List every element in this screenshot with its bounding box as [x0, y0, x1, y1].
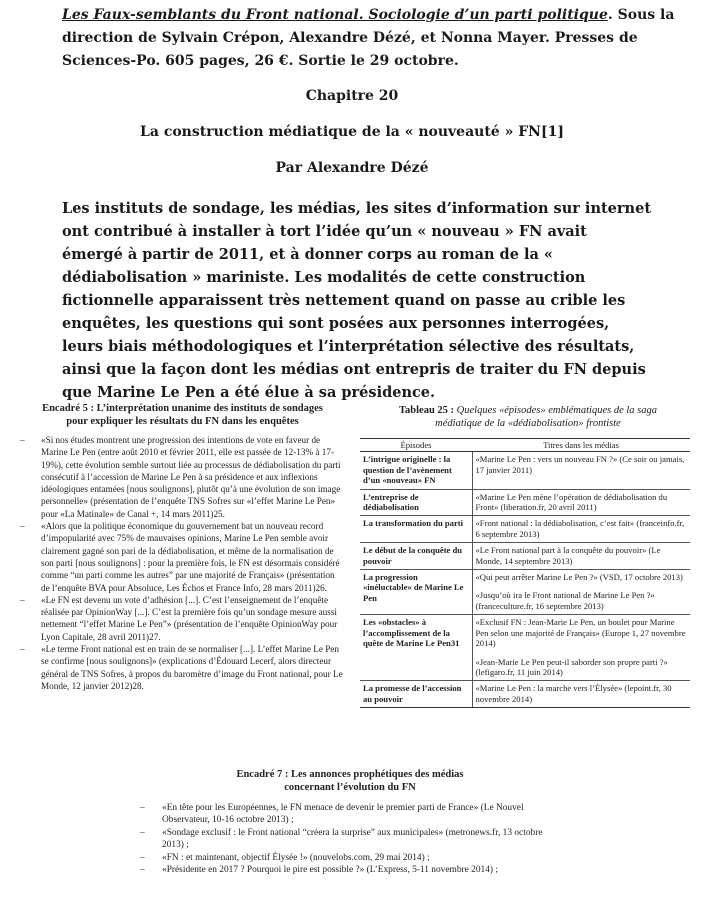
- encadre-5-figure: [20, 402, 345, 692]
- titres-cell: «Le Front national part à la conquête du pouvoir» (Le Monde, 14 septembre 2013): [472, 543, 690, 570]
- chapter-author: Par Alexandre Dézé: [275, 160, 429, 176]
- book-citation: [62, 4, 702, 73]
- titres-cell: «Qui peut arrêter Marine Le Pen ?» (VSD, 17 octobre 2013) «Jusqu’où ira le Front national de Marine Le Pen ?» (franceculture.fr, 16 septembre 2013): [472, 570, 690, 615]
- book-details: . Sous la direction de Sylvain Crépon, Alexandre Dézé, et Nonna Mayer. Presses de Sciences-Po. 605 pages, 26 €. Sortie le 29 octobre.: [62, 7, 675, 69]
- table-row: [360, 681, 690, 708]
- intro-paragraph: Les instituts de sondage, les médias, les sites d’information sur internet ont contribué à installer à tort l’idée qu’un « nouveau » FN avait émergé à partir de 2011, et à donner corps au roman de la « dédiabolisation » mariniste. Les modalités de cette construction fictionnelle apparaissent très nettement quand on passe au crible les enquêtes, les questions qui sont posées aux personnes interrogées, leurs biais méthodologiques et l’interprétation sélective des résultats, ainsi que la façon dont les médias ont entrepris de traiter du FN depuis que Marine Le Pen a été élue à sa présidence.: [62, 200, 652, 401]
- table-row: [360, 615, 690, 681]
- encadre-5-list: [20, 434, 345, 692]
- list-item: – «Alors que la politique économique du gouvernement bat un nouveau record d’impopularité avec 75% de mauvaises opinions, Marine Le Pen semble avoir clairement gagné son pari de la dédiabolisation, et même de la normalisation de son parti [nous soulignons] : pour la première fois, le FN est désormais considéré comme “un parti comme les autres” par une majorité de Français» (présentation de l’enquête BVA pour Absoluce, Les Échos et France Info, 28 mars 2011)26.: [20, 520, 345, 594]
- titres-cell: «Front national : la dédiabolisation, c’est fait» (franceinfo.fr, 6 septembre 2013): [472, 516, 690, 543]
- table-row: [360, 570, 690, 615]
- episode-cell: Le début de la conquête du pouvoir: [360, 543, 472, 570]
- episode-cell: L’intrigue originelle : la question de l’avènement d’un «nouveau» FN: [360, 452, 472, 489]
- episode-cell: La promesse de l’accession au pouvoir: [360, 681, 472, 708]
- titres-cell: «Marine Le Pen : la marche vers l’Élysée» (lepoint.fr, 30 novembre 2014): [472, 681, 690, 708]
- table-row: [360, 489, 690, 516]
- book-title-link[interactable]: Les Faux-semblants du Front national. Sociologie d’un parti politique: [62, 7, 608, 23]
- titres-cell: «Marine Le Pen : vers un nouveau FN ?» (Ce soir ou jamais, 17 janvier 2011): [472, 452, 690, 489]
- table-row: [360, 452, 690, 489]
- titres-cell: «Exclusif FN : Jean-Marie Le Pen, un boulet pour Marine Pen selon une majorité de Français» (Europe 1, 27 novembre 2014) «Jean-Marie Le Pen peut-il saborder son propre parti ?» (lefigaro.fr, 11 juin 2014): [472, 615, 690, 681]
- episode-cell: Les «obstacles» à l’accomplissement de la quête de Marine Le Pen31: [360, 615, 472, 681]
- episode-cell: L’entreprise de dédiabolisation: [360, 489, 472, 516]
- book-reference: [62, 4, 702, 73]
- encadre-7-title: Encadré 7 : Les annonces prophétiques des médias concernant l’évolution du FN: [236, 769, 464, 793]
- chapter-number: Chapitre 20: [305, 88, 399, 104]
- list-item: – «Le FN est devenu un vote d’adhésion [...]. C’est l’enseignement de l’enquête réalisée par OpinionWay [...]. C’est la première fois qu’un sondage mesure aussi nettement “l’effet Marine Le Pen”» (présentation de l’enquête OpinionWay pour Lyon Capitale, 28 avril 2011)27.: [20, 594, 345, 643]
- tableau-25-figure: [358, 404, 698, 708]
- list-item: – «FN : et maintenant, objectif Élysée !» (nouvelobs.com, 29 mai 2014) ;: [140, 852, 560, 864]
- chapter-heading: La construction médiatique de la « nouveauté » FN[1]: [140, 124, 564, 140]
- episodes-table: [360, 438, 690, 708]
- episode-cell: La transformation du parti: [360, 516, 472, 543]
- tableau-25-title: Tableau 25 : Quelques «épisodes» emblématiques de la saga médiatique de la «dédiabolisation» frontiste: [398, 405, 657, 429]
- list-item: – «Si nos études montrent une progression des intentions de vote en faveur de Marine Le Pen (entre août 2010 et février 2011, elle est passée de 12-13% à 17-19%), cette évolution semble surtout liée au processus de dédiabolisation du parti consécutif à l’accession de Marine Le Pen à sa présidence et aux inflexions idéologiques entamées [nous soulignons], plutôt qu’à une évolution de son image personnelle» (présentation de l’enquête TNS Sofres sur «l’effet Marine Le Pen» pour «La Matinale» de Canal +, 14 mars 2011)25.: [20, 434, 345, 520]
- table-row: [360, 516, 690, 543]
- encadre-7-figure: [140, 768, 560, 876]
- table-row: [360, 543, 690, 570]
- list-item: – «Présidente en 2017 ? Pourquoi le pire est possible ?» (L’Express, 5-11 novembre 2014) ;: [140, 864, 560, 876]
- encadre-5-title: Encadré 5 : L’interprétation unanime des instituts de sondages pour expliquer les résultats du FN dans les enquêtes: [42, 403, 323, 427]
- list-item: – «En tête pour les Européennes, le FN menace de devenir le premier parti de France» (Le Nouvel Observateur, 10-16 octobre 2013) ;: [140, 802, 560, 827]
- column-header-episodes: Épisodes: [360, 439, 472, 452]
- column-header-titres: Titres dans les médias: [472, 439, 690, 452]
- episode-cell: La progression «inéluctable» de Marine Le Pen: [360, 570, 472, 615]
- list-item: – «Sondage exclusif : le Front national “créera la surprise” aux municipales» (metronews.fr, 13 octobre 2013) ;: [140, 827, 560, 852]
- titres-cell: «Marine Le Pen mène l’opération de dédiabolisation du Front» (liberation.fr, 20 avril 2011): [472, 489, 690, 516]
- encadre-7-list: [140, 802, 560, 876]
- list-item: – «Le terme Front national est en train de se normaliser [...]. L’effet Marine Le Pen se confirme [nous soulignons]» (explications d’Édouard Lecerf, alors directeur général de TNS Sofres, à propos du baromètre d’image du Front national, pour Le Monde, 12 janvier 2012)28.: [20, 643, 345, 692]
